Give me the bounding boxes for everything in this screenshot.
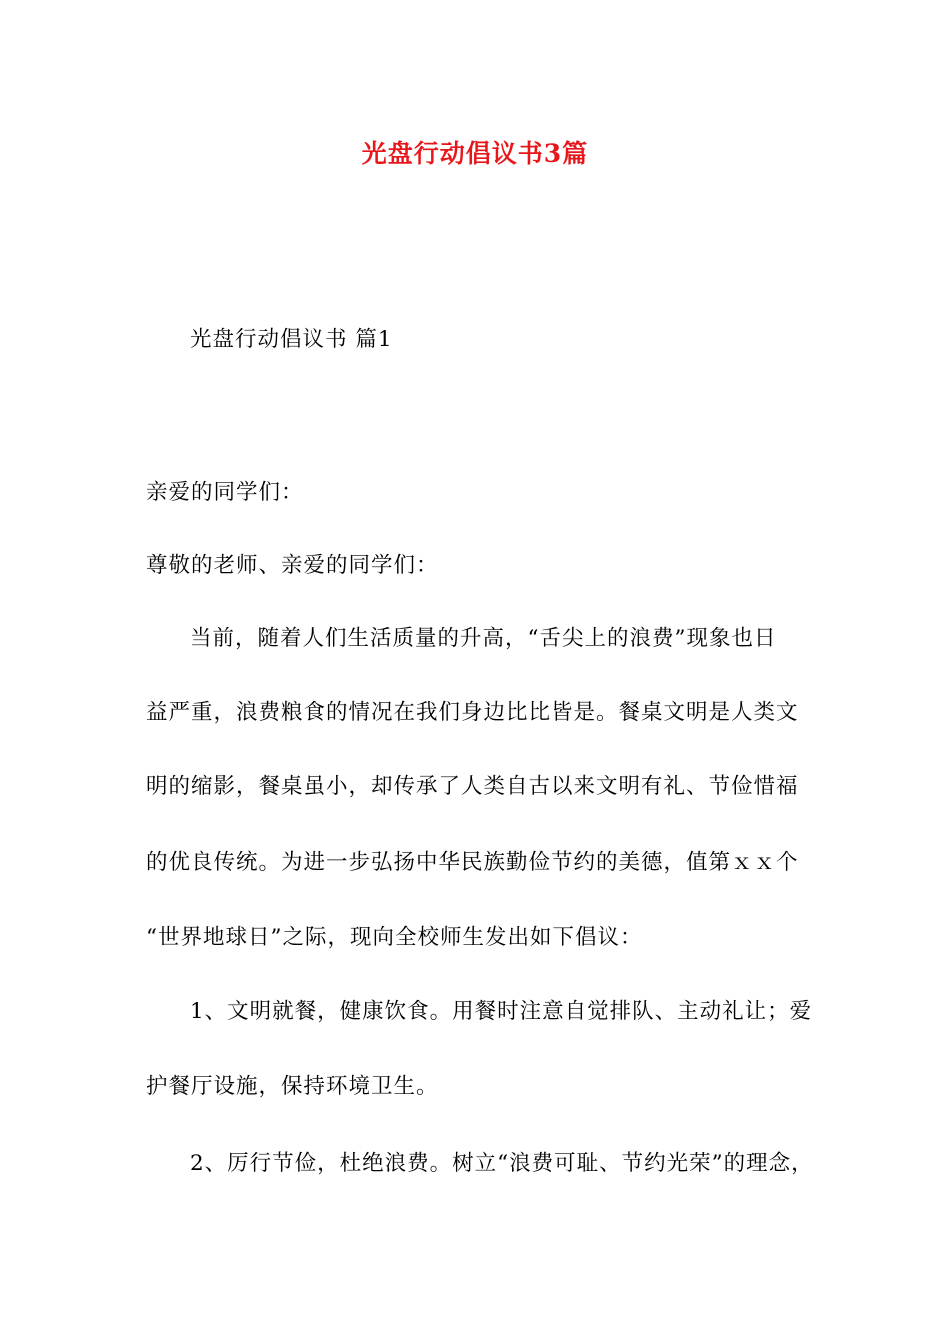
body-text-line: 的优良传统。为进一步弘扬中华民族勤俭节约的美德，值第ｘｘ个 [146,850,799,875]
body-text-line: 护餐厅设施，保持环境卫生。 [146,1074,439,1099]
body-text-line: 益严重，浪费粮食的情况在我们身边比比皆是。餐桌文明是人类文 [146,700,799,725]
greeting-line: 尊敬的老师、亲爱的同学们： [146,553,439,578]
greeting-line: 亲爱的同学们： [146,480,304,505]
body-text-line: 1、文明就餐，健康饮食。用餐时注意自觉排队、主动礼让；爱 [190,999,813,1024]
body-text-line: 2、厉行节俭，杜绝浪费。树立“浪费可耻、节约光荣”的理念， [190,1151,814,1176]
document-title: 光盘行动倡议书3篇 [361,139,589,168]
body-text-line: 明的缩影，餐桌虽小，却传承了人类自古以来文明有礼、节俭惜福 [146,774,799,799]
body-text-line: 当前，随着人们生活质量的升高，“舌尖上的浪费”现象也日 [190,626,777,651]
section-heading: 光盘行动倡议书 篇1 [190,327,393,352]
body-text-line: “世界地球日”之际，现向全校师生发出如下倡议： [146,925,643,950]
